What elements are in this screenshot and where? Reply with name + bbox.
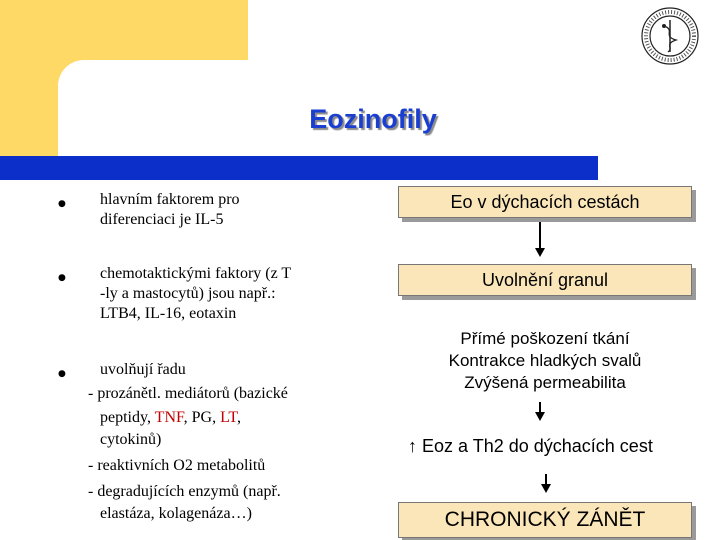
bullet-releases-line4: - reaktivních O2 metabolitů xyxy=(88,457,266,474)
title-underline-bar xyxy=(0,156,598,180)
text-fragment: , xyxy=(236,409,241,426)
effect-tissue-damage: Přímé poškození tkání xyxy=(460,329,630,348)
bullet-il5 xyxy=(100,190,370,230)
lt-highlight: LT xyxy=(220,409,237,426)
bullet-chemotactic xyxy=(100,264,370,324)
bullet-chemotactic-line3: LTB4, IL-16, eotaxin xyxy=(100,305,237,322)
box-granule-release: Uvolnění granul xyxy=(398,264,692,296)
bullet-dot: ● xyxy=(58,369,66,379)
arrow-line xyxy=(539,222,541,250)
effect-permeability: Zvýšená permeabilita xyxy=(464,373,626,392)
bullet-releases xyxy=(100,360,370,380)
bullet-releases-line6: elastáza, kolagenáza…) xyxy=(100,505,252,522)
bullet-chemotactic-line1: chemotaktickými faktory (z T xyxy=(100,265,292,282)
bullet-releases-line1: - prozánětl. mediátorů (bazické xyxy=(88,385,288,402)
arrow-head-icon xyxy=(535,248,545,257)
effects-list xyxy=(400,328,690,394)
bullet-chemotactic-line2: -ly a mastocytů) jsou např.: xyxy=(100,285,276,302)
arrow-head-icon xyxy=(535,412,545,421)
bullet-releases-line5: - degradujících enzymů (např. xyxy=(88,483,281,500)
arrow-head-icon xyxy=(541,484,551,493)
eoz-th2-influx xyxy=(408,436,708,457)
text-fragment: , PG, xyxy=(183,409,221,426)
bullet-dot: ● xyxy=(58,273,66,283)
bullet-releases-line2 xyxy=(100,408,380,428)
bullet-il5-line2: diferenciaci je IL-5 xyxy=(100,211,224,228)
bullet-dot: ● xyxy=(58,199,66,209)
effect-smooth-muscle: Kontrakce hladkých svalů xyxy=(448,351,642,370)
slide-title: Eozinofily xyxy=(309,104,437,134)
box-eo-airways: Eo v dýchacích cestách xyxy=(398,186,692,218)
box-chronic-inflammation: CHRONICKÝ ZÁNĚT xyxy=(398,502,692,538)
bullet-releases-line3: cytokinů) xyxy=(100,431,162,448)
eoz-th2-text: Eoz a Th2 do dýchacích cest xyxy=(422,436,653,456)
tnf-highlight: TNF xyxy=(154,409,184,426)
bullet-releases-head: uvolňují řadu xyxy=(100,361,186,378)
up-arrow-icon: ↑ xyxy=(408,436,417,456)
bullet-il5-line1: hlavním faktorem pro xyxy=(100,191,240,208)
university-seal-logo xyxy=(640,6,700,66)
text-fragment: peptidy, xyxy=(100,409,155,426)
